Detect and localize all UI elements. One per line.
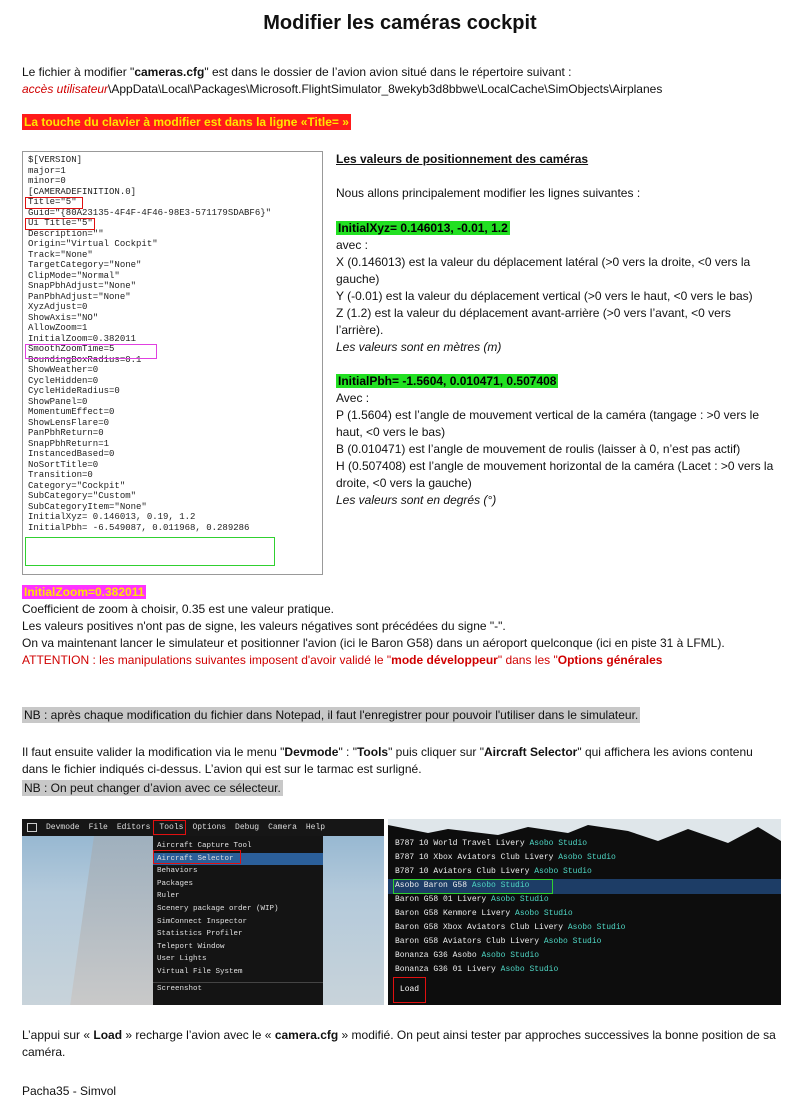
cfg-line: ShowLensFlare=0 <box>28 417 110 428</box>
livery-row[interactable] <box>395 879 529 893</box>
tools-menu-item[interactable]: Screenshot <box>153 982 323 995</box>
signature: Pacha35 - Simvol <box>22 1084 117 1098</box>
intro-text: Le fichier à modifier "cameras.cfg" est dans le dossier de l’avion avion situé dans le répertoire suivant : accès utilisateur\AppData\Local\Packages\Microsoft.FlightSimulator_8wekyb3d8bbwe\LocalCache\SimObjects\Airplanes <box>22 65 663 96</box>
cfg-line: Ui Title="5" <box>28 218 93 228</box>
livery-row[interactable] <box>395 837 587 851</box>
tools-menu-item[interactable]: Statistics Profiler <box>157 930 243 939</box>
nb-notepad: NB : après chaque modification du fichier dans Notepad, il faut l'enregistrer pour pouvoir l'utiliser dans le simulateur. <box>24 708 639 722</box>
cfg-line: BoundingBoxRadius=0.1 <box>28 354 142 365</box>
tools-highlight-box <box>153 820 186 835</box>
filename: cameras.cfg <box>134 65 205 79</box>
cfg-line: CycleHideRadius=0 <box>28 386 120 396</box>
cfg-line: major=1 <box>28 165 66 176</box>
livery-name: B787 10 Xbox Aviators Club Livery <box>395 853 554 862</box>
cfg-line: InstancedBased=0 <box>28 449 115 459</box>
menu-help[interactable]: Help <box>305 823 326 832</box>
livery-studio: Asobo Studio <box>558 853 616 862</box>
cfg-line: TargetCategory="None" <box>28 260 142 270</box>
cfg-line: PanPbhReturn=0 <box>28 428 104 438</box>
zoom-section: InitialZoom=0.382011 Coefficient de zoom à choisir, 0.35 est une valeur pratique. Les valeurs positives n'ont pas de signe, les valeurs négatives sont précédées du signe "-". On va maintenant lancer le simulateur et positionner l'avion (ici le Baron G58) dans un aéroport quelconque (ici en piste 31 à LFML). ATTENTION : les manipulations suivantes imposent d'avoir validé le "mode développeur" dans les "Options générales <box>22 584 782 669</box>
livery-row[interactable] <box>395 865 592 879</box>
livery-studio: Asobo Studio <box>491 895 549 904</box>
livery-name: Baron G58 01 Livery <box>395 895 487 904</box>
cfg-line: minor=0 <box>28 176 66 186</box>
livery-name: Baron G58 Aviators Club Livery <box>395 937 540 946</box>
livery-row[interactable] <box>395 963 558 977</box>
uititle-highlight-box <box>25 218 95 230</box>
user-path-label: accès utilisateur <box>22 82 109 96</box>
livery-row[interactable] <box>395 851 616 865</box>
menu-editors[interactable]: Editors <box>116 823 151 832</box>
devmode-menu-screenshot <box>22 819 384 1005</box>
menu-devmode[interactable]: Devmode <box>46 823 80 832</box>
livery-studio: Asobo Studio <box>567 923 626 932</box>
cfg-line: SnapPbhAdjust="None" <box>28 281 137 291</box>
livery-studio: Asobo Studio <box>471 881 530 890</box>
menu-options[interactable]: Options <box>192 823 227 832</box>
cfg-line: XyzAdjust=0 <box>28 302 88 312</box>
devmode-instructions: Il faut ensuite valider la modification via le menu "Devmode" : "Tools" puis cliquer sur "Aircraft Selector" qui affichera les avions contenu dans le fichier indiqués ci-dessus. L’avion qui est sur le tarmac est surligné. <box>22 745 753 776</box>
menu-file[interactable]: File <box>88 823 108 832</box>
livery-studio: Asobo Studio <box>534 867 592 876</box>
livery-name: Baron G58 Xbox Aviators Club Livery <box>395 923 564 932</box>
livery-studio: Asobo Studio <box>500 965 559 974</box>
cfg-line: SubCategory="Custom" <box>28 491 137 501</box>
zoom-highlight-box <box>25 344 157 359</box>
cfg-line: Title="5" <box>28 197 77 207</box>
livery-studio: Asobo Studio <box>529 839 588 848</box>
cfg-line: PanPbhAdjust="None" <box>28 291 131 302</box>
key-line-banner: La touche du clavier à modifier est dans la ligne «Title= » <box>24 115 349 129</box>
cfg-line: AllowZoom=1 <box>28 323 88 333</box>
cfg-excerpt <box>22 151 323 575</box>
livery-row[interactable] <box>395 935 601 949</box>
cfg-line: Transition=0 <box>28 470 93 480</box>
cfg-line: Category="Cockpit" <box>28 480 126 491</box>
menu-tools[interactable]: Tools <box>159 823 184 832</box>
livery-row[interactable] <box>395 921 625 935</box>
cfg-line: NoSortTitle=0 <box>28 459 99 470</box>
livery-name: Bonanza G36 01 Livery <box>395 965 496 974</box>
tools-menu-item[interactable]: Teleport Window <box>157 942 225 951</box>
cfg-line: InitialPbh= -6.549087, 0.011968, 0.289286 <box>28 522 250 533</box>
cfg-line: Description="" <box>28 228 104 239</box>
selector-highlight-box <box>153 850 241 864</box>
cfg-line: [CAMERADEFINITION.0] <box>28 186 137 197</box>
tools-menu-item[interactable]: SimConnect Inspector <box>157 917 248 926</box>
tools-menu-item[interactable]: Aircraft Selector <box>153 853 323 866</box>
tools-menu-item[interactable]: User Lights <box>157 955 207 964</box>
cfg-line: Guid="{80A23135-4F4F-4F46-98E3-571179SDABF6}" <box>28 207 272 218</box>
tools-menu-item[interactable]: Scenery package order (WIP) <box>157 904 279 913</box>
livery-name: Baron G58 Kenmore Livery <box>395 909 511 918</box>
tools-menu-item[interactable]: Behaviors <box>157 867 198 876</box>
cfg-line: InitialZoom=0.382011 <box>28 333 137 344</box>
cfg-line: ShowAxis="NO" <box>28 312 99 323</box>
load-button[interactable]: Load <box>393 977 426 1003</box>
page-title: Modifier les caméras cockpit <box>263 12 537 34</box>
warning-text: ATTENTION : les manipulations suivantes imposent d'avoir validé le "mode développeur" dans les "Options générales <box>22 653 663 667</box>
aircraft-selector-screenshot <box>388 819 781 1005</box>
menu-bar <box>22 819 384 836</box>
tools-menu-item[interactable]: Aircraft Capture Tool <box>157 842 252 850</box>
cfg-line: SnapPbhReturn=1 <box>28 438 110 449</box>
xyz-label: InitialXyz= 0.146013, -0.01, 1.2 <box>338 221 508 235</box>
livery-name: B787 10 Aviators Club Livery <box>395 867 530 876</box>
cfg-line: $[VERSION] <box>28 155 83 165</box>
cfg-line: Origin="Virtual Cockpit" <box>28 239 158 249</box>
livery-name: B787 10 World Travel Livery <box>395 839 525 848</box>
section-heading: Les valeurs de positionnement des caméras <box>336 152 589 166</box>
cfg-line: ShowPanel=0 <box>28 396 88 407</box>
tools-menu-item[interactable]: Packages <box>157 879 194 888</box>
cfg-line: SmoothZoomTime=5 <box>28 344 115 354</box>
livery-name: Asobo Baron G58 <box>395 881 468 890</box>
menu-debug[interactable]: Debug <box>235 823 260 832</box>
cfg-line: SubCategoryItem="None" <box>28 501 147 512</box>
cfg-line: InitialXyz= 0.146013, 0.19, 1.2 <box>28 512 196 522</box>
pbh-label: InitialPbh= -1.5604, 0.010471, 0.507408 <box>338 374 557 388</box>
cfg-line: ShowWeather=0 <box>28 365 99 375</box>
cfg-line: MomentumEffect=0 <box>28 407 115 417</box>
livery-name: Bonanza G36 Asobo <box>395 951 477 960</box>
tools-menu-item[interactable]: Virtual File System <box>157 967 243 976</box>
livery-row[interactable] <box>395 893 549 907</box>
zoom-label: InitialZoom=0.382011 <box>24 585 145 599</box>
livery-row[interactable] <box>395 907 573 921</box>
cfg-line: ClipMode="Normal" <box>28 270 120 281</box>
livery-studio: Asobo Studio <box>515 909 573 918</box>
menu-camera[interactable]: Camera <box>268 823 297 832</box>
outro-text: L’appui sur « Load » recharge l’avion avec le « camera.cfg » modifié. On peut ainsi tester par approches successives la bonne position de sa caméra. <box>22 1028 776 1059</box>
livery-row[interactable] <box>395 949 539 963</box>
cfg-line: CycleHidden=0 <box>28 375 99 386</box>
livery-studio: Asobo Studio <box>543 937 602 946</box>
devmode-icon <box>27 823 37 832</box>
tools-menu-item[interactable]: Ruler <box>157 892 180 901</box>
xyz-pbh-highlight-box <box>25 537 275 566</box>
title-highlight-box <box>25 197 83 209</box>
folder-path: \AppData\Local\Packages\Microsoft.FlightSimulator_8wekyb3d8bbwe\LocalCache\SimObjects\Airplanes <box>108 82 663 96</box>
camera-values-section: Les valeurs de positionnement des caméras Nous allons principalement modifier les lignes suivantes : InitialXyz= 0.146013, -0.01, 1.2 avec : X (0.146013) est la valeur du déplacement latéral (>0 vers la droite, <0 vers la gauche) Y (-0.01) est la valeur du déplacement vertical (>0 vers le haut, <0 vers le bas) Z (1.2) est la valeur du déplacement avant-arrière (>0 vers l’avant, <0 vers l’arrière). Les valeurs sont en mètres (m) InitialPbh= -1.5604, 0.010471, 0.507408 Avec : P (1.5604) est l’angle de mouvement vertical de la caméra (tangage : >0 vers le haut, <0 vers le bas) B (0.010471) est l’angle de mouvement de roulis (laisser à 0, n’est pas actif) H (0.507408) est l’angle de mouvement horizontal de la caméra (Lacet : >0 vers la droite, <0 vers la gauche) Les valeurs sont en degrés (°) <box>336 151 776 509</box>
livery-studio: Asobo Studio <box>481 951 540 960</box>
nb-selector: NB : On peut changer d’avion avec ce sélecteur. <box>24 781 281 795</box>
cfg-line: Track="None" <box>28 249 93 260</box>
